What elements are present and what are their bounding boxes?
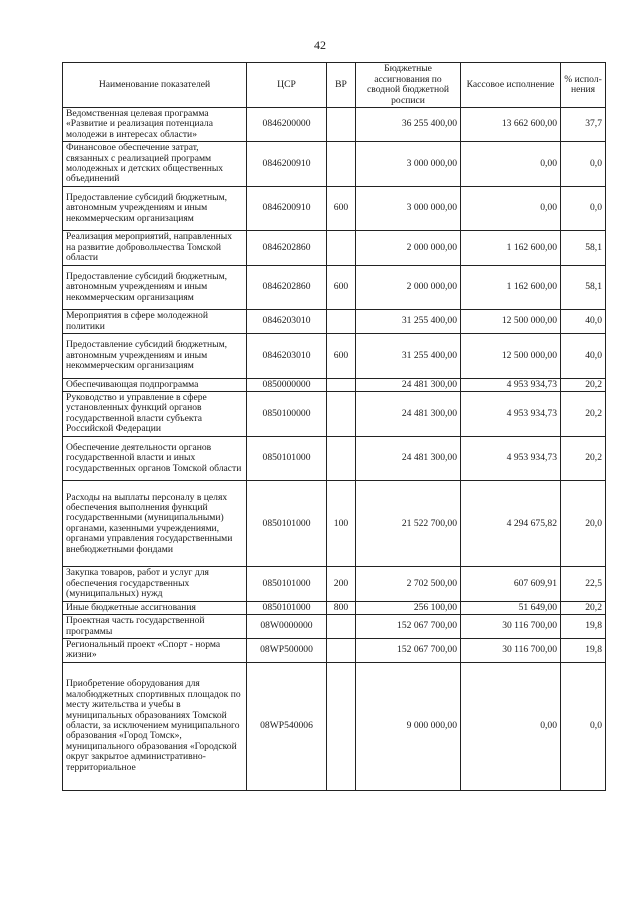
row-csr-code: 0846200910 — [247, 186, 327, 231]
table-row — [63, 436, 606, 481]
row-cash-execution: 4 294 675,82 — [461, 481, 561, 567]
row-vr-code: 800 — [327, 601, 356, 614]
row-name: Расходы на выплаты персоналу в целях обеспечения выполнения функций государственными (муниципальными) органами, казенными учреждениями, органами управления государственными внебюджетными фондами — [63, 481, 247, 567]
row-csr-code: 0850101000 — [247, 436, 327, 481]
row-name: Приобретение оборудования для малобюджетных спортивных площадок по месту жительства и учебы в муниципальных образованиях Томской области, за исключением муниципального образования «Город Томск», муниципального образования «Городской округ закрытое административно-территориальное — [63, 662, 247, 790]
table-row — [63, 265, 606, 310]
row-csr-code: 0846203010 — [247, 334, 327, 379]
row-assignments: 36 255 400,00 — [356, 108, 461, 142]
row-vr-code: 100 — [327, 481, 356, 567]
row-csr-code: 0850101000 — [247, 481, 327, 567]
row-cash-execution: 0,00 — [461, 662, 561, 790]
row-execution-percent: 20,2 — [561, 378, 606, 391]
row-assignments: 2 000 000,00 — [356, 265, 461, 310]
row-cash-execution: 12 500 000,00 — [461, 334, 561, 379]
row-name: Предоставление субсидий бюджетным, автономным учреждениям и иным некоммерческим организациям — [63, 334, 247, 379]
header-vr: ВР — [327, 63, 356, 108]
row-assignments: 9 000 000,00 — [356, 662, 461, 790]
row-cash-execution: 0,00 — [461, 142, 561, 187]
row-cash-execution: 0,00 — [461, 186, 561, 231]
row-execution-percent: 22,5 — [561, 567, 606, 601]
page-number: 42 — [314, 38, 326, 52]
table-row — [63, 310, 606, 334]
row-name: Руководство и управление в сфере установленных функций органов государственной власти субъекта Российской Федерации — [63, 392, 247, 437]
row-name: Мероприятия в сфере молодежной политики — [63, 310, 247, 334]
row-csr-code: 0846202860 — [247, 231, 327, 265]
row-execution-percent: 19,8 — [561, 615, 606, 639]
row-cash-execution: 51 649,00 — [461, 601, 561, 614]
budget-execution-table — [62, 62, 606, 791]
row-csr-code: 0846200000 — [247, 108, 327, 142]
row-assignments: 152 067 700,00 — [356, 615, 461, 639]
row-assignments: 24 481 300,00 — [356, 392, 461, 437]
row-assignments: 3 000 000,00 — [356, 142, 461, 187]
table-row — [63, 662, 606, 790]
row-name: Предоставление субсидий бюджетным, автономным учреждениям и иным некоммерческим организациям — [63, 265, 247, 310]
row-execution-percent: 19,8 — [561, 638, 606, 662]
row-cash-execution: 30 116 700,00 — [461, 638, 561, 662]
header-name: Наименование показателей — [63, 63, 247, 108]
row-csr-code: 08WP500000 — [247, 638, 327, 662]
row-execution-percent: 0,0 — [561, 186, 606, 231]
header-csr: ЦСР — [247, 63, 327, 108]
row-csr-code: 0846203010 — [247, 310, 327, 334]
row-name: Реализация мероприятий, направленных на развитие добровольчества Томской области — [63, 231, 247, 265]
row-csr-code: 0846202860 — [247, 265, 327, 310]
row-assignments: 21 522 700,00 — [356, 481, 461, 567]
row-execution-percent: 20,2 — [561, 392, 606, 437]
row-vr-code — [327, 615, 356, 639]
row-cash-execution: 1 162 600,00 — [461, 231, 561, 265]
row-vr-code: 200 — [327, 567, 356, 601]
row-execution-percent: 0,0 — [561, 142, 606, 187]
row-csr-code: 0846200910 — [247, 142, 327, 187]
row-execution-percent: 20,0 — [561, 481, 606, 567]
row-execution-percent: 0,0 — [561, 662, 606, 790]
table-row — [63, 231, 606, 265]
table-row — [63, 334, 606, 379]
row-vr-code: 600 — [327, 186, 356, 231]
row-name: Обеспечивающая подпрограмма — [63, 378, 247, 391]
table-row — [63, 108, 606, 142]
row-csr-code: 0850000000 — [247, 378, 327, 391]
table-row — [63, 378, 606, 391]
row-execution-percent: 37,7 — [561, 108, 606, 142]
table-row — [63, 638, 606, 662]
row-cash-execution: 607 609,91 — [461, 567, 561, 601]
row-vr-code: 600 — [327, 265, 356, 310]
row-vr-code — [327, 662, 356, 790]
row-assignments: 31 255 400,00 — [356, 310, 461, 334]
row-cash-execution: 12 500 000,00 — [461, 310, 561, 334]
row-cash-execution: 1 162 600,00 — [461, 265, 561, 310]
row-assignments: 3 000 000,00 — [356, 186, 461, 231]
row-vr-code — [327, 108, 356, 142]
table-row — [63, 481, 606, 567]
row-assignments: 256 100,00 — [356, 601, 461, 614]
row-vr-code — [327, 142, 356, 187]
row-vr-code — [327, 638, 356, 662]
table-row — [63, 392, 606, 437]
row-name: Региональный проект «Спорт - норма жизни» — [63, 638, 247, 662]
row-csr-code: 08WP540006 — [247, 662, 327, 790]
header-assignments: Бюджетные ассигнования по сводной бюджетной росписи — [356, 63, 461, 108]
header-execution-percent: % испол-нения — [561, 63, 606, 108]
row-name: Предоставление субсидий бюджетным, автономным учреждениям и иным некоммерческим организациям — [63, 186, 247, 231]
row-execution-percent: 20,2 — [561, 436, 606, 481]
row-cash-execution: 4 953 934,73 — [461, 392, 561, 437]
table-row — [63, 186, 606, 231]
header-cash-execution: Кассовое исполнение — [461, 63, 561, 108]
row-assignments: 24 481 300,00 — [356, 436, 461, 481]
row-vr-code — [327, 378, 356, 391]
row-csr-code: 0850101000 — [247, 567, 327, 601]
row-assignments: 2 702 500,00 — [356, 567, 461, 601]
row-execution-percent: 58,1 — [561, 265, 606, 310]
table-row — [63, 142, 606, 187]
row-name: Ведомственная целевая программа «Развитие и реализация потенциала молодежи в интересах области» — [63, 108, 247, 142]
row-vr-code — [327, 436, 356, 481]
row-execution-percent: 20,2 — [561, 601, 606, 614]
row-execution-percent: 40,0 — [561, 334, 606, 379]
row-vr-code: 600 — [327, 334, 356, 379]
row-csr-code: 08W0000000 — [247, 615, 327, 639]
row-name: Финансовое обеспечение затрат, связанных с реализацией программ молодежных и детских общественных объединений — [63, 142, 247, 187]
table-header-row — [63, 63, 606, 108]
row-assignments: 2 000 000,00 — [356, 231, 461, 265]
row-execution-percent: 58,1 — [561, 231, 606, 265]
row-name: Проектная часть государственной программы — [63, 615, 247, 639]
row-assignments: 31 255 400,00 — [356, 334, 461, 379]
table-row — [63, 601, 606, 614]
table-row — [63, 567, 606, 601]
row-cash-execution: 4 953 934,73 — [461, 378, 561, 391]
row-cash-execution: 13 662 600,00 — [461, 108, 561, 142]
table-row — [63, 615, 606, 639]
table-body — [63, 108, 606, 791]
row-assignments: 152 067 700,00 — [356, 638, 461, 662]
row-vr-code — [327, 310, 356, 334]
row-assignments: 24 481 300,00 — [356, 378, 461, 391]
row-execution-percent: 40,0 — [561, 310, 606, 334]
row-name: Иные бюджетные ассигнования — [63, 601, 247, 614]
row-csr-code: 0850101000 — [247, 601, 327, 614]
row-vr-code — [327, 231, 356, 265]
row-vr-code — [327, 392, 356, 437]
row-csr-code: 0850100000 — [247, 392, 327, 437]
row-cash-execution: 4 953 934,73 — [461, 436, 561, 481]
row-name: Закупка товаров, работ и услуг для обеспечения государственных (муниципальных) нужд — [63, 567, 247, 601]
row-cash-execution: 30 116 700,00 — [461, 615, 561, 639]
row-name: Обеспечение деятельности органов государственной власти и иных государственных органов Томской области — [63, 436, 247, 481]
